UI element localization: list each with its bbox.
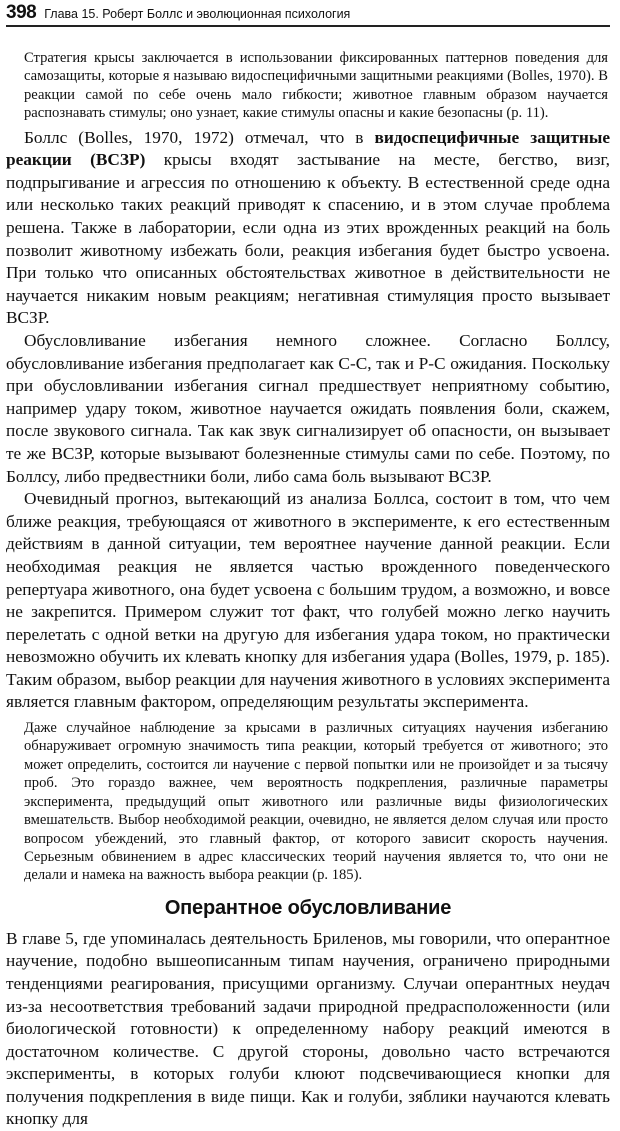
paragraph-1: [6, 127, 610, 330]
chapter-title: Глава 15. Роберт Боллс и эволюционная психология: [44, 7, 351, 21]
paragraph-3: Очевидный прогноз, вытекающий из анализа Боллса, состоит в том, что чем ближе реакция, требующаяся от животного в эксперименте, к его естественным действиям в данной ситуации, тем вероятнее научение данной реакции. Если необходимая реакция не является частью врожденного поведенческого репертуара животного, она будет усвоена с большим трудом, а возможно, и вовсе не закрепится. Примером служит тот факт, что голубей можно легко научить перелетать с одной ветки на другую для избегания удара током, но практически невозможно обучить их клевать кнопку для избегания удара (Bolles, 1979, р. 185). Таким образом, выбор реакции для научения животного в условиях эксперимента является главным фактором, определяющим результаты эксперимента.: [6, 489, 610, 712]
block-quote-2: Даже случайное наблюдение за крысами в различных ситуациях научения избеганию обнаруживает огромную значимость типа реакции, который требуется от животного; это может определить, состоится ли научение с первой попытки или не произойдет и за тысячу проб. Это гораздо важнее, чем вероятность подкрепления, различные параметры эксперимента, предыдущий опыт животного или различные виды физиологических вмешательств. Выбор необходимой реакции, очевидно, не является делом случая или просто вопросом убеждений, это главный фактор, от которого зависит скорость научения. Серьезным обвинением в адрес классических теорий научения является то, что они не делали и намека на важность выбора реакции (р. 185).: [24, 720, 608, 884]
page-number: 398: [6, 2, 37, 23]
paragraph-4: В главе 5, где упоминалась деятельность Бриленов, мы говорили, что оперантное научение, подобно вышеописанным типам научения, ограничено природными тенденциями реагирования, присущими организму. Случаи оперантных неудач из-за несоответствия требований задачи природной предрасположенности (или биологической готовности) к определенному набору реакций имеются в достаточном количестве. С другой стороны, довольно часто встречаются эксперименты, в которых голуби клюют подсвечивающиеся кнопки для получения подкрепления в виде пищи. Как и голуби, зяблики научаются клевать кнопку для: [6, 928, 610, 1129]
paragraph-1-term: видоспецифичные защитные реакции (ВСЗР): [6, 127, 610, 170]
block-quote-1: Стратегия крысы заключается в использовании фиксированных паттернов поведения для самозащиты, которые я называю видоспецифичными защитными реакциями (Bolles, 1970). В реакции самой по себе очень мало гибкости; животное главным образом научается распознавать стимулы; оно узнает, какие стимулы опасны и какие безопасны (р. 11).: [24, 50, 608, 122]
paragraph-1-lead: Боллс (Bolles, 1970, 1972) отмечал, что в: [24, 127, 375, 147]
section-heading: Оперантное обусловливание: [164, 896, 452, 919]
paragraph-2: Обусловливание избегания немного сложнее. Согласно Боллсу, обусловливание избегания предполагает как С-С, так и Р-С ожидания. Поскольку при обусловливании избегания сигнал предшествует неприятному событию, например удару током, животное научается ожидать появления боли, скажем, после звукового сигнала. Так как звук сигнализирует об опасности, он вызывает те же ВСЗР, которые вызывают болезненные стимулы сами по себе. Поэтому, по Боллсу, либо предвестники боли, либо сама боль вызывают ВСЗР.: [6, 330, 610, 486]
paragraph-1-rest: крысы входят застывание на месте, бегство, визг, подпрыгивание и агрессия по отношению к объекту. В естественной среде одна или несколько таких реакций приводят к спасению, и в этом случае проблема решена. Также в лаборатории, если одна из этих врожденных реакций на боль позволит животному избежать боли, реакция избегания будет быстро усвоена. При только что описанных обстоятельствах животное в действительности не научается никаким новым реакциям; негативная стимуляция просто вызывает ВСЗР.: [6, 150, 610, 328]
running-head: [6, 0, 610, 24]
